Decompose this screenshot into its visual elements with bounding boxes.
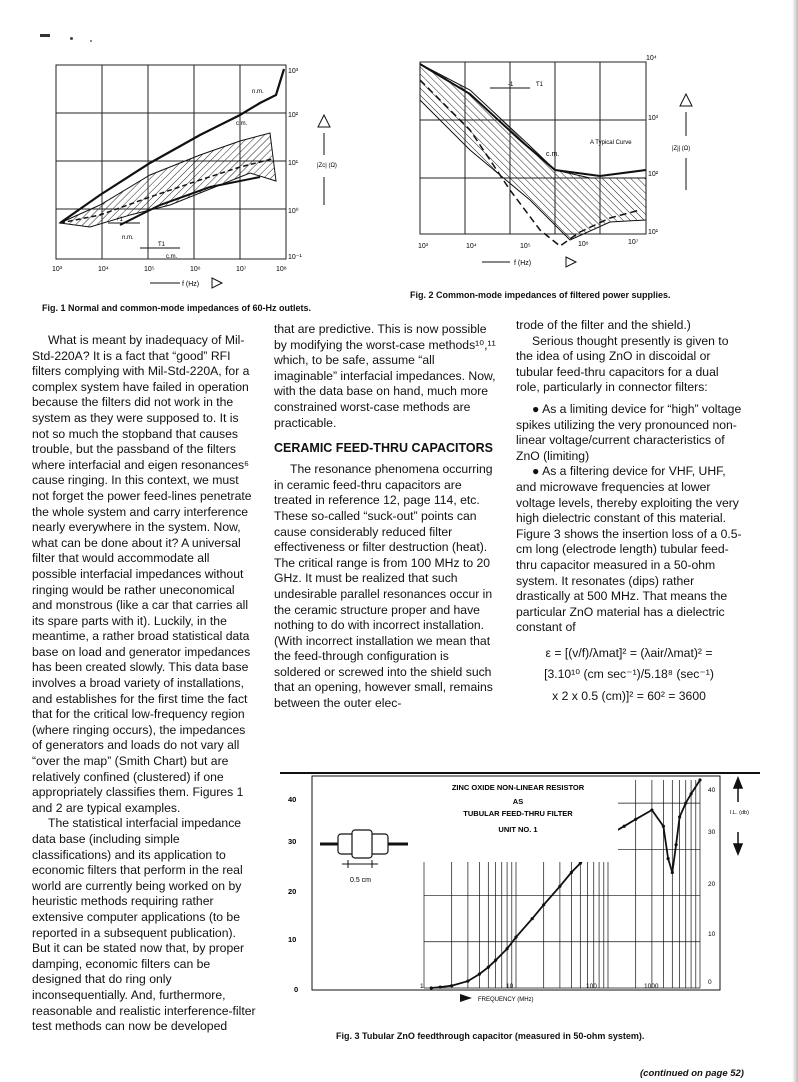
fig1-label-nm: n.m.: [252, 89, 264, 95]
data-point: [439, 985, 442, 988]
equation-line-1: ε = [(v/f)/λmat]² = (λair/λmat)² =: [545, 645, 713, 660]
col3-bullet-1: ● As a limiting device for “high” voltage spikes utilizing the very pronounced non-linear voltage/current characteristics of ZnO (limiting): [516, 401, 742, 463]
y-tick: 10²: [648, 171, 659, 178]
figure-1: [40, 55, 360, 295]
text-column-1: [32, 333, 256, 1035]
equation-line-2: [3.10¹⁰ (cm sec⁻¹)/5.18⁸ (sec⁻¹): [544, 667, 714, 682]
x-tick: 100: [586, 983, 597, 990]
x-tick: 10⁵: [144, 266, 155, 273]
data-point: [478, 973, 481, 976]
col2-paragraph-1: that are predictive. This is now possible by modifying the worst-case methods¹⁰,¹¹ which, to be safe, assume “all imaginable” interfacial impedances. Now, with the data base on hand, much more constrained worst-case methods are practicable.: [274, 322, 496, 430]
data-point: [466, 979, 469, 982]
data-point: [634, 818, 637, 821]
x-tick: 10³: [52, 266, 63, 273]
figure-2: [410, 50, 730, 280]
x-tick: 10⁸: [276, 266, 287, 273]
y-tick: 10³: [648, 115, 659, 122]
fig3-caption: Fig. 3 Tubular ZnO feedthrough capacitor (measured in 50-ohm system).: [336, 1031, 645, 1041]
x-tick: 10⁷: [628, 239, 639, 246]
fig3-y-label: I.L. (db): [730, 810, 749, 816]
fig3-x-label: FREQUENCY (MHz): [478, 997, 534, 1003]
fig2-typical-label: A Typical Curve: [590, 140, 632, 146]
x-tick: 10³: [418, 243, 429, 250]
fig1-y-label: |Zc| (Ω): [317, 163, 337, 169]
fig3-dim-label: 0.5 cm: [350, 877, 372, 884]
text-column-3: [516, 318, 742, 705]
y-tick: 10: [708, 931, 716, 938]
y-tick: 10²: [288, 112, 299, 119]
figure-3: [280, 768, 760, 1018]
col1-paragraph-2: The statistical interfacial impedance data base (including simple classifications) and its application to economic filters that perform in the real world are currently being worked on by heuristic methods requiring rather extensive computer applications (to be reported in a subsequent publication). But it can be stated now that, by proper damping, economic filters can be designed that do ring only inconsequentially. And, furthermore, reasonable and realistic interference-filter test methods can now be developed: [32, 816, 256, 1034]
data-point: [671, 871, 674, 874]
data-point: [678, 815, 681, 818]
fig1-caption: Fig. 1 Normal and common-mode impedances of 60-Hz outlets.: [42, 303, 312, 313]
x-tick: 10⁴: [466, 243, 477, 250]
x-tick: 1000: [644, 983, 659, 990]
data-point: [450, 984, 453, 987]
y-tick: 10¹: [648, 229, 659, 236]
col2-paragraph-2: The resonance phenomena occurring in ceramic feed-thru capacitors are treated in reference 12, page 114, etc. These so-called “suck-out” points can cause considerably reduced filter effectiveness or filter destruction (heat). The critical range is from 100 MHz to 20 GHz. It must be realized that such undesirable parallel resonances occur in the ceramic structure proper and have nothing to do with incorrect installation. (With incorrect installation we mean that the feed-through configuration is soldered or screwed into the shield such that an opening, however small, remains between the outer elec-: [274, 462, 493, 711]
x-tick: 10: [506, 983, 514, 990]
fig3-title-line-1: ZINC OXIDE NON-LINEAR RESISTOR: [451, 783, 585, 792]
fig2-x-label: f (Hz): [514, 260, 532, 267]
fig2-y-label: |Zj| (Ω): [672, 146, 691, 152]
x-tick: 10⁵: [520, 243, 531, 250]
data-point: [531, 917, 534, 920]
y-tick: 20: [288, 887, 297, 896]
data-point: [666, 857, 669, 860]
data-point: [579, 862, 582, 865]
equation-line-3: x 2 x 0.5 (cm)]² = 60² = 3600: [552, 689, 706, 704]
y-tick: 30: [708, 829, 716, 836]
data-point: [558, 885, 561, 888]
fig1-arrow-label-2: Ƭ1: [158, 242, 166, 248]
fig3-title-line-2: AS: [512, 797, 524, 806]
y-tick: 10¹: [288, 160, 299, 167]
x-tick: 10⁷: [236, 266, 247, 273]
data-point: [542, 903, 545, 906]
fig2-arrow-label-1: -1: [508, 82, 514, 88]
data-point: [689, 792, 692, 795]
y-tick: 20: [708, 881, 716, 888]
scan-speck: [90, 40, 92, 42]
col3-paragraph-2: Serious thought presently is given to the idea of using ZnO in discoidal or tubular feed-thru capacitors for a dual role, particularly in connector filters:: [516, 333, 729, 395]
fig2-arrow-label-2: Ƭ1: [536, 82, 544, 88]
x-tick: 10⁶: [190, 266, 201, 273]
fig1-x-ticks: [52, 266, 287, 273]
col3-bullet-2: ● As a filtering device for VHF, UHF, and microwave frequencies at lower voltage levels, thereby exploiting the very high dielectric constant of this material. Figure 3 shows the insertion loss of a 0.5-cm long (electrode length) tubular feed-thru capacitor measured in a 50-ohm system. It resonates (dips) rather drastically at 500 MHz. That means the particular ZnO material has a dielectric constant of: [516, 464, 742, 635]
fig1-label-nm2: n.m.: [122, 235, 134, 241]
fig2-cm-label: c.m.: [546, 151, 560, 158]
fig1-arrow-label-1: +1: [116, 217, 123, 223]
fig2-caption: Fig. 2 Common-mode impedances of filtered power supplies.: [410, 290, 671, 300]
y-tick: 40: [288, 795, 297, 804]
data-point: [494, 959, 497, 962]
col1-paragraph-1: What is meant by inadequacy of Mil-Std-220A? It is a fact that “good” RFI filters complying with Mil-Std-220A, for a complex system have failed in operation because the filters did not work in the system as they were supposed to. It is not so much the stopband that causes trouble, but the passband of the filters where interfacial and eigen resonances⁶ cause ringing. In this context, we must not forget the power feed-lines penetrate the whole system and carry interference nearly everywhere in the system. Now, what can be done about it? A universal filter that would accommodate all possible interfacial impedances without ringing would be rather uneconomical and monstrous (like a car that carries all its spare parts with it). Luckily, in the meantime, a rather broad statistical data base on load and generator impedances has been created slowly. This data base involves a broad variety of installations, and establishes for the first time the fact that for the critical low-frequency region (where ringing occurs), the impedances of generators and loads do not vary all “over the map” (Smith Chart) but are relatively confined (clustered) if one appropriately classifies them. Figures 1 and 2 are typical examples.: [32, 333, 252, 815]
fig3-title-line-3: TUBULAR FEED-THRU FILTER: [463, 809, 573, 818]
text-column-2: [274, 322, 496, 712]
y-tick: 0: [708, 979, 712, 986]
scan-speck: [70, 37, 73, 40]
y-tick: 10⁴: [646, 55, 657, 62]
y-tick: 30: [288, 837, 297, 846]
data-point: [650, 808, 653, 811]
data-point: [505, 947, 508, 950]
y-tick: 0: [294, 985, 299, 994]
x-tick: 1: [420, 983, 424, 990]
fig2-y-ticks: [646, 55, 659, 236]
data-point: [698, 778, 701, 781]
col3-paragraph-1: trode of the filter and the shield.): [516, 318, 691, 332]
y-tick: 10⁻¹: [288, 254, 302, 261]
data-point: [675, 843, 678, 846]
fig1-label-cm2: c.m.: [166, 254, 178, 260]
data-point: [514, 936, 517, 939]
x-tick: 10⁶: [578, 241, 589, 248]
section-heading: CERAMIC FEED-THRU CAPACITORS: [274, 441, 493, 456]
y-tick: 10⁰: [288, 208, 299, 215]
page-edge: [792, 0, 798, 1082]
data-point: [487, 966, 490, 969]
fig1-x-label: f (Hz): [182, 281, 200, 288]
data-point: [430, 986, 433, 989]
fig1-y-ticks: [288, 68, 302, 261]
data-point: [570, 871, 573, 874]
fig2-x-ticks: [418, 239, 639, 250]
fig1-label-cm: c.m.: [236, 121, 248, 127]
x-tick: 10⁴: [98, 266, 109, 273]
continued-note: (continued on page 52): [640, 1068, 744, 1079]
data-point: [623, 825, 626, 828]
scan-speck: [40, 34, 50, 37]
fig3-title-line-4: UNIT NO. 1: [498, 825, 538, 834]
data-point: [662, 825, 665, 828]
y-tick: 10: [288, 935, 297, 944]
y-tick: 40: [708, 787, 716, 794]
data-point: [684, 802, 687, 805]
y-tick: 10³: [288, 68, 299, 75]
